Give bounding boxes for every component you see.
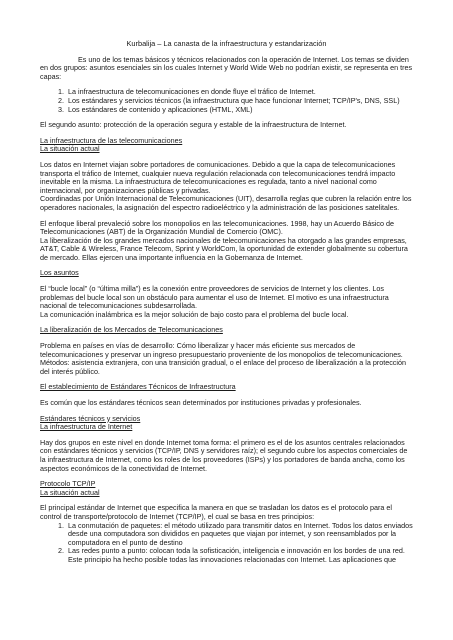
section-heading: El establecimiento de Estándares Técnicos de Infraestructura: [40, 382, 236, 392]
paragraph-text: La comunicación inalámbrica es la mejor solución de bajo costo para el problema del bucle local.: [40, 309, 349, 319]
subsection-heading: La situación actual: [40, 487, 100, 497]
list-item: 2. Los estándares y servicios técnicos (la infraestructura que hace funcionar Internet; TCP/IP's, DNS, SSL): [66, 97, 413, 106]
principles-list: [40, 522, 413, 565]
servicios-paragraph: Hay dos grupos en este nivel en donde Internet toma forma: el primero es el de los asuntos centrales relacionados con estándares técnicos y servicios (TCP/IP, DNS y servidores raíz); el segundo cubre los aspectos comerciales de la infraestructura de Internet, como los roles de los proveedores (ISPs) y los portadores de banda ancha, como los aspectos económicos de la conectividad de Internet.: [40, 437, 408, 473]
paragraph-text: Coordinadas por Unión Internacional de Telecomunicaciones (UIT), desarrolla reglas que cubren la relación entre los operadores nacionales, la asignación del espectro radioeléctrico y la administración de las posiciones satelitales.: [40, 194, 412, 212]
tcpip-paragraph: El principal estándar de Internet que especifica la manera en que se trasladan los datos es el protocolo para el control de transporte/protocolo de Internet (TCP/IP), el cual se basa en tres principios:: [40, 503, 393, 521]
intro-paragraph: Es uno de los temas básicos y técnicos relacionados con la operación de Internet. Los temas se dividen en dos grupos: asuntos esenciales sin los cuales Internet y World Wide Web no podrían existir, se representa en tres capas:: [40, 54, 413, 81]
section-heading: La liberalización de los Mercados de Telecomunicaciones: [40, 325, 223, 335]
list-item: 3. Los estándares de contenido y aplicaciones (HTML, XML): [66, 106, 413, 115]
list-item: 2. Las redes punto a punto: colocan toda la sofisticación, inteligencia e innovación en los bordes de una red. Este principio ha hecho posible todas las innovaciones relacionadas con Internet. Las aplicaciones que: [66, 547, 413, 564]
section-heading: Estándares técnicos y servicios: [40, 413, 141, 423]
section-heading: La infraestructura de las telecomunicaciones: [40, 135, 183, 145]
section-heading: Los asuntos: [40, 268, 79, 278]
subsection-heading: La situación actual: [40, 144, 100, 154]
asuntos-paragraph: [40, 285, 413, 319]
layers-list: [40, 88, 413, 114]
servicios-section-heading: [40, 415, 413, 432]
list-item: 1. La infraestructura de telecomunicaciones en donde fluye el tráfico de Internet.: [66, 88, 413, 97]
second-topic-paragraph: El segundo asunto: protección de la operación segura y estable de la infraestructura de Internet.: [40, 120, 347, 130]
paragraph-text: El “bucle local” (o “última milla”) es la conexión entre proveedores de servicios de Internet y los clientes. Los problemas del bucle local son un obstáculo para aumentar el uso de Internet. El motivo es una infraestructura nacional de telecomunicaciones subdesarrollada.: [40, 284, 389, 311]
estandares-paragraph: Es común que los estándares técnicos sean determinados por instituciones privadas y profesionales.: [40, 398, 362, 407]
paragraph-text: La liberalización de los grandes mercados nacionales de telecomunicaciones ha otorgado a las grandes empresas, AT&T, Cable & Wireless, France Telecom, Sprint y WorldCom, la oportunidad de extender globalmente su cobertura de mercado. Ellas ejercen una importante influencia en la Gobernanza de Internet.: [40, 235, 408, 262]
paragraph-text: El enfoque liberal prevaleció sobre los monopolios en las telecomunicaciones. 1998, hay un Acuerdo Básico de Telecomunicaciones (ABT) de la Organización Mundial de Comercio (OMC).: [40, 218, 395, 237]
liberalizacion-section-heading: [40, 326, 413, 335]
telecom-section-heading: [40, 137, 413, 154]
document-title: Kurbalija – La canasta de la infraestructura y estandarización: [126, 39, 327, 48]
liberalizacion-paragraph: Problema en países en vías de desarrollo: Cómo liberalizar y hacer más eficiente sus mercados de telecomunicaciones y preservar un ingreso presupuestario proveniente de los monopolios de telecomunicaciones. Métodos: asistencia extranjera, con una transición gradual, o el enlace del proceso de liberalización a la protección del interés público.: [40, 341, 406, 376]
tcpip-section-heading: [40, 480, 413, 497]
asuntos-section-heading: [40, 269, 413, 278]
subsection-heading: La infraestructura de Internet: [40, 422, 133, 432]
liberal-paragraph: [40, 220, 413, 263]
paragraph-text: Los datos en Internet viajan sobre portadores de comunicaciones. Debido a que la capa de telecomunicaciones transporta el tráfico de Internet, cualquier nueva regulación relacionada con telecomunicaciones tendrá impacto inevitable en la misma. La infraestructura de telecomunicaciones es regulada, tanto a nivel nacional como internacional, por organizaciones públicas y privadas.: [40, 159, 396, 195]
estandares-section-heading: [40, 383, 413, 392]
telecom-paragraph: [40, 161, 413, 213]
list-item: 1. La conmutación de paquetes: el método utilizado para transmitir datos en Internet. Todos los datos enviados desde una computadora son divididos en paquetes que viajan por internet, y son reensamblados por la computadora en el punto de destino: [66, 522, 413, 548]
section-heading: Protocolo TCP/IP: [40, 479, 96, 489]
